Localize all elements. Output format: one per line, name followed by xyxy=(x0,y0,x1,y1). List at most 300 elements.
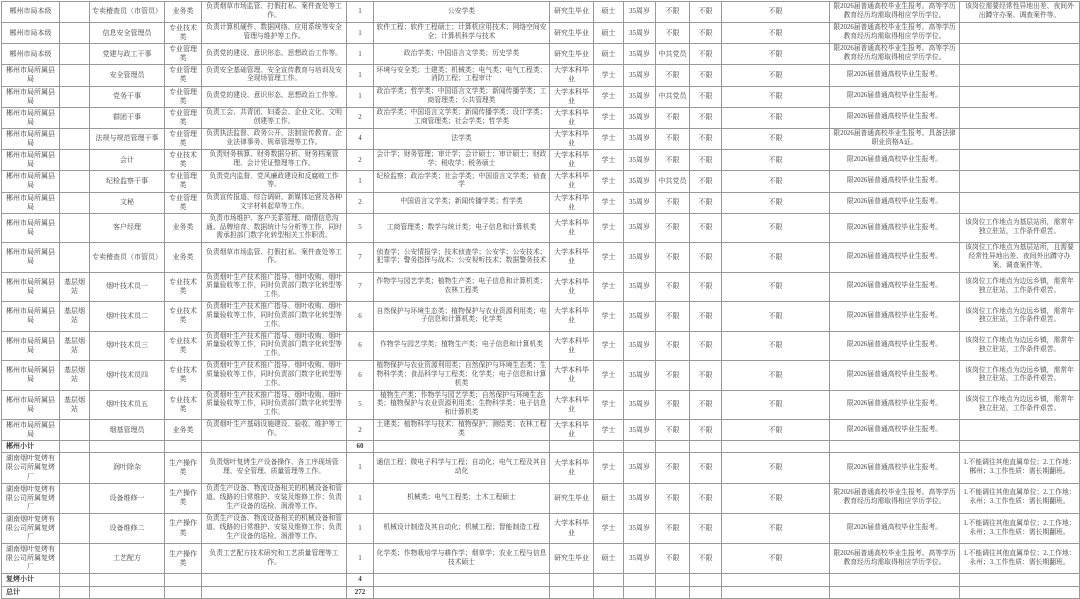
cell-note: 限2026届普通高校毕业生报考。具备法律职业资格A证。 xyxy=(830,128,960,149)
cell-position: 烟叶技术员二 xyxy=(90,302,165,331)
cell-major xyxy=(374,574,550,586)
cell-count: 1 xyxy=(347,483,374,513)
cell-remark xyxy=(960,574,1080,586)
cell-education: 大学本科毕业 xyxy=(550,302,594,331)
cell-category: 专业管理类 xyxy=(165,171,202,192)
cell-age: 35周岁 xyxy=(624,361,656,390)
cell-duty: 负责财务核算、财务数据分析、财务档案管理、会计凭证整理等工作。 xyxy=(202,150,347,171)
table-subtotal-row xyxy=(2,574,1080,586)
cell-major: 土建类；植物科学与技术；植物保护；测绘类；农林工程类 xyxy=(374,420,550,441)
cell-position: 党务干事 xyxy=(90,86,165,107)
cell-political: 不限 xyxy=(656,23,690,44)
cell-education: 大学本科毕业 xyxy=(550,243,594,272)
cell-other: 不限 xyxy=(722,513,830,543)
cell-category: 专业技术类 xyxy=(165,302,202,331)
cell-duty: 负责计算机硬件、数据网络、应用系统等安全管理与维护等工作。 xyxy=(202,23,347,44)
cell-other: 不限 xyxy=(722,453,830,483)
cell-duty: 负责生产设备、物流设备相关的机械设备和管道、线路的日常维护、安装及维修工作；负责生产设备的巡检、润滑等工作。 xyxy=(202,483,347,513)
cell-note xyxy=(830,574,960,586)
cell-duty: 负责党内监督、党风廉政建设和反腐败工作等。 xyxy=(202,171,347,192)
cell-gender xyxy=(690,574,722,586)
cell-count: 4 xyxy=(347,574,374,586)
cell-count: 2 xyxy=(347,107,374,128)
cell-remark: 该岗位工作地点为基层站所，需常年独立驻站，工作条件艰苦。 xyxy=(960,213,1080,242)
cell-category: 生产操作类 xyxy=(165,544,202,574)
table-row xyxy=(2,361,1080,390)
cell-education: 大学本科毕业 xyxy=(550,192,594,213)
cell-count: 1 xyxy=(347,544,374,574)
cell-count: 4 xyxy=(347,128,374,149)
cell-position: 润叶除杂 xyxy=(90,453,165,483)
cell-remark xyxy=(960,192,1080,213)
cell-duty: 负责执法监督、政务公开、法制宣传教育、企业法律事务、规章管理等工作。 xyxy=(202,128,347,149)
cell-category: 业务类 xyxy=(165,2,202,23)
cell-count: 1 xyxy=(347,23,374,44)
cell-major: 政治学类；中国语言文学类；新闻传播学类；设计学类；工商管理类；社会学类；哲学类 xyxy=(374,107,550,128)
cell-count: 7 xyxy=(347,272,374,301)
cell-note: 限2026届普通高校毕业生报考。 xyxy=(830,86,960,107)
cell-major: 中国语言文学类；新闻传播学类；哲学类 xyxy=(374,192,550,213)
cell-political: 不限 xyxy=(656,2,690,23)
cell-position: 法规与规范管理干事 xyxy=(90,128,165,149)
cell-other: 不限 xyxy=(722,150,830,171)
cell-degree: 学士 xyxy=(594,272,624,301)
cell-other: 不限 xyxy=(722,331,830,360)
cell-remark: 该岗位工作地点为基层站所，且需要经常性异地出差、夜间外出蹲守办案、调查案件等。 xyxy=(960,243,1080,272)
cell-gender: 不限 xyxy=(690,150,722,171)
cell-category: 专业技术类 xyxy=(165,390,202,419)
cell-subunit: 基层烟站 xyxy=(60,272,90,301)
cell-age: 35周岁 xyxy=(624,331,656,360)
cell-major: 环境与安全类；土建类；机械类；电气类；电气工程类；消防工程；工程审计 xyxy=(374,65,550,86)
cell-degree: 学士 xyxy=(594,453,624,483)
cell-subunit xyxy=(60,86,90,107)
cell-major: 侦查学；公安情报学；技术侦查学；公安学；公安技术；犯罪学；警务指挥与战术；公安视听技术；数据警务技术 xyxy=(374,243,550,272)
cell-note: 限2026届普通高校毕业生报考。高等学历教育经历均需取得相应学历学位。 xyxy=(830,23,960,44)
cell-category xyxy=(165,441,202,453)
cell-position: 安全管理员 xyxy=(90,65,165,86)
cell-unit: 郴州市局所属县局 xyxy=(2,86,60,107)
cell-other: 不限 xyxy=(722,107,830,128)
cell-education: 大学本科毕业 xyxy=(550,513,594,543)
cell-degree: 硕士 xyxy=(594,483,624,513)
cell-count: 6 xyxy=(347,361,374,390)
cell-remark xyxy=(960,65,1080,86)
cell-remark xyxy=(960,23,1080,44)
cell-major: 植物保护与农业资源利用类；自然保护与环境生态类；生物科学类；食品科学与工程类；化学类；电子信息和计算机类 xyxy=(374,361,550,390)
cell-count: 1 xyxy=(347,171,374,192)
cell-education: 大学本科毕业 xyxy=(550,213,594,242)
cell-other: 不限 xyxy=(722,390,830,419)
table-row xyxy=(2,23,1080,44)
cell-degree: 学士 xyxy=(594,65,624,86)
cell-age: 35周岁 xyxy=(624,302,656,331)
cell-other: 不限 xyxy=(722,213,830,242)
cell-note: 限2026届普通高校毕业生报考。 xyxy=(830,192,960,213)
cell-category: 业务类 xyxy=(165,420,202,441)
cell-category: 业务类 xyxy=(165,213,202,242)
cell-gender: 不限 xyxy=(690,128,722,149)
cell-duty: 负责生产设备、物流设备相关的机械设备和管道、线路的日常维护、安装及维修工作；负责生产设备的巡检、润滑等工作。 xyxy=(202,513,347,543)
cell-category: 专业技术类 xyxy=(165,150,202,171)
cell-count: 1 xyxy=(347,44,374,65)
cell-gender: 不限 xyxy=(690,361,722,390)
cell-remark: 该岗位工作地点为边远乡镇，需常年独立驻站，工作条件艰苦。 xyxy=(960,390,1080,419)
cell-subunit xyxy=(60,23,90,44)
cell-note: 限2026届普通高校毕业生报考。 xyxy=(830,243,960,272)
cell-duty: 负责工会、共青团、妇委会、企业文化、文明创建等工作。 xyxy=(202,107,347,128)
cell-category: 专业管理类 xyxy=(165,128,202,149)
table-row xyxy=(2,128,1080,149)
table-row xyxy=(2,171,1080,192)
cell-subunit xyxy=(60,192,90,213)
cell-gender: 不限 xyxy=(690,513,722,543)
cell-degree: 学士 xyxy=(594,243,624,272)
cell-education: 大学本科毕业 xyxy=(550,107,594,128)
cell-duty: 负责工艺配方技术研究和工艺质量管理等工作。 xyxy=(202,544,347,574)
cell-category: 专业技术类 xyxy=(165,23,202,44)
cell-duty: 负责烟草市场监管、打假打私、案件查处等工作。 xyxy=(202,2,347,23)
cell-remark: 1.不能调往其他直属单位；2.工作地：永州；3.工作性质：需长期翻班。 xyxy=(960,483,1080,513)
cell-age: 35周岁 xyxy=(624,44,656,65)
cell-duty: 负责烟叶复烤生产设备操作、各工序现场管理、安全管理、质量管理等工作。 xyxy=(202,453,347,483)
cell-age: 35周岁 xyxy=(624,128,656,149)
cell-other: 不限 xyxy=(722,65,830,86)
cell-degree: 学士 xyxy=(594,361,624,390)
cell-age xyxy=(624,574,656,586)
cell-education: 大学本科毕业 xyxy=(550,150,594,171)
cell-age: 35周岁 xyxy=(624,420,656,441)
cell-duty: 负责宣传报道、综合调研、新媒体运营及各种文字材料起草等工作。 xyxy=(202,192,347,213)
cell-political: 不限 xyxy=(656,107,690,128)
cell-subunit xyxy=(60,544,90,574)
cell-education: 大学本科毕业 xyxy=(550,86,594,107)
cell-major: 作物学与园艺学类；植物生产类；电子信息和计算机类；农林工程类 xyxy=(374,272,550,301)
cell-age: 35周岁 xyxy=(624,544,656,574)
table-row xyxy=(2,272,1080,301)
cell-age: 35周岁 xyxy=(624,86,656,107)
cell-subunit xyxy=(60,65,90,86)
cell-political: 不限 xyxy=(656,65,690,86)
cell-unit: 郴州市局所属县局 xyxy=(2,213,60,242)
cell-note: 限2026届普通高校毕业生报考。高等学历教育经历均需取得相应学历学位。 xyxy=(830,544,960,574)
cell-unit: 郴州市局所属县局 xyxy=(2,390,60,419)
cell-political xyxy=(656,441,690,453)
cell-political: 不限 xyxy=(656,150,690,171)
cell-education: 研究生毕业 xyxy=(550,483,594,513)
table-row xyxy=(2,65,1080,86)
cell-position: 客户经理 xyxy=(90,213,165,242)
cell-gender: 不限 xyxy=(690,302,722,331)
cell-degree: 学士 xyxy=(594,302,624,331)
cell-political: 中共党员 xyxy=(656,44,690,65)
cell-position: 党建与政工干事 xyxy=(90,44,165,65)
cell-subunit xyxy=(60,171,90,192)
cell-note: 限2026届普通高校毕业生报考。高等学历教育经历均需取得相应学历学位。 xyxy=(830,483,960,513)
cell-category: 专业技术类 xyxy=(165,331,202,360)
table-row xyxy=(2,2,1080,23)
cell-count: 60 xyxy=(347,441,374,453)
cell-age xyxy=(624,586,656,598)
cell-count: 2 xyxy=(347,150,374,171)
cell-age: 35周岁 xyxy=(624,272,656,301)
cell-other xyxy=(722,574,830,586)
cell-note: 限2026届普通高校毕业生报考。 xyxy=(830,65,960,86)
table-row xyxy=(2,150,1080,171)
cell-degree xyxy=(594,574,624,586)
cell-category: 专业管理类 xyxy=(165,44,202,65)
cell-age: 35周岁 xyxy=(624,390,656,419)
cell-note: 限2026届普通高校毕业生报考。 xyxy=(830,361,960,390)
cell-category: 生产操作类 xyxy=(165,483,202,513)
cell-duty: 负责烟叶生产技术推广指导、烟叶收购、烟叶质量验收等工作，同时负责部门数字化转型等工作。 xyxy=(202,331,347,360)
cell-category: 专业技术类 xyxy=(165,361,202,390)
cell-note: 限2026届普通高校毕业生报考。 xyxy=(830,331,960,360)
cell-education: 大学本科毕业 xyxy=(550,128,594,149)
cell-major: 纪检监察；政治学类；社会学类；中国语言文学类；侦查学 xyxy=(374,171,550,192)
cell-political: 不限 xyxy=(656,390,690,419)
cell-major xyxy=(374,441,550,453)
cell-unit: 郴州市局所属县局 xyxy=(2,192,60,213)
cell-subunit xyxy=(60,574,90,586)
cell-major: 作物学与园艺学类；植物生产类；电子信息和计算机类 xyxy=(374,331,550,360)
cell-age: 35周岁 xyxy=(624,213,656,242)
cell-major: 植物生产类；作物学与园艺学类；自然保护与环境生态类；植物保护与农业资源利用类；生物科学类；电子信息和计算机类 xyxy=(374,390,550,419)
cell-degree: 硕士 xyxy=(594,544,624,574)
cell-subunit xyxy=(60,128,90,149)
cell-position: 会计 xyxy=(90,150,165,171)
cell-degree: 学士 xyxy=(594,128,624,149)
cell-unit: 郴州小计 xyxy=(2,441,60,453)
cell-remark xyxy=(960,128,1080,149)
cell-other: 不限 xyxy=(722,361,830,390)
recruitment-positions-table xyxy=(1,1,1080,599)
cell-position: 设备维修二 xyxy=(90,513,165,543)
cell-subunit: 基层烟站 xyxy=(60,390,90,419)
cell-education: 大学本科毕业 xyxy=(550,390,594,419)
table-subtotal-row xyxy=(2,586,1080,598)
cell-major: 政治学类；哲学类；中国语言文学类；新闻传播学类；工商管理类；公共管理类 xyxy=(374,86,550,107)
cell-count: 2 xyxy=(347,192,374,213)
cell-remark: 该岗位工作地点为边远乡镇，需常年独立驻站，工作条件艰苦。 xyxy=(960,272,1080,301)
cell-subunit xyxy=(60,150,90,171)
cell-gender: 不限 xyxy=(690,44,722,65)
table-row xyxy=(2,483,1080,513)
cell-major: 机械类；电气工程类；土木工程硕士 xyxy=(374,483,550,513)
cell-education: 研究生毕业 xyxy=(550,544,594,574)
cell-count: 5 xyxy=(347,390,374,419)
cell-education: 大学本科毕业 xyxy=(550,65,594,86)
cell-position: 文秘 xyxy=(90,192,165,213)
cell-political: 不限 xyxy=(656,331,690,360)
cell-position: 烟叶技术员一 xyxy=(90,272,165,301)
cell-duty: 负责烟叶生产技术推广指导、烟叶收购、烟叶质量验收等工作，同时负责部门数字化转型等工作。 xyxy=(202,302,347,331)
cell-gender: 不限 xyxy=(690,483,722,513)
cell-duty: 负责烟叶生产技术推广指导、烟叶收购、烟叶质量验收等工作，同时负责部门数字化转型等工作。 xyxy=(202,361,347,390)
cell-subunit xyxy=(60,586,90,598)
cell-political: 不限 xyxy=(656,302,690,331)
cell-other: 不限 xyxy=(722,302,830,331)
cell-unit: 湖南烟叶复烤有限公司所属复烤厂 xyxy=(2,544,60,574)
cell-age xyxy=(624,441,656,453)
cell-note: 限2026届普通高校毕业生报考。 xyxy=(830,213,960,242)
cell-count: 7 xyxy=(347,243,374,272)
cell-remark: 1.不能调往其他直属单位；2.工作地：永州；3.工作性质：需长期翻班。 xyxy=(960,513,1080,543)
cell-note: 限2026届普通高校毕业生报考。 xyxy=(830,420,960,441)
cell-major: 机械设计制造及其自动化；机械工程；智能制造工程 xyxy=(374,513,550,543)
cell-degree: 学士 xyxy=(594,331,624,360)
cell-political: 不限 xyxy=(656,513,690,543)
cell-education: 大学本科毕业 xyxy=(550,272,594,301)
table-row xyxy=(2,86,1080,107)
cell-remark: 该岗位工作地点为边远乡镇，需常年独立驻站，工作条件艰苦。 xyxy=(960,331,1080,360)
cell-unit: 郴州市局所属县局 xyxy=(2,150,60,171)
cell-major: 会计学；财务管理；审计学；会计硕士；审计硕士；财政学；税收学；税务硕士 xyxy=(374,150,550,171)
cell-position xyxy=(90,586,165,598)
cell-other: 不限 xyxy=(722,192,830,213)
cell-unit: 郴州市局所属县局 xyxy=(2,65,60,86)
cell-remark xyxy=(960,420,1080,441)
cell-degree: 学士 xyxy=(594,86,624,107)
cell-education: 研究生毕业 xyxy=(550,44,594,65)
cell-age: 35周岁 xyxy=(624,513,656,543)
cell-age: 35周岁 xyxy=(624,23,656,44)
cell-major xyxy=(374,586,550,598)
cell-remark xyxy=(960,441,1080,453)
cell-gender: 不限 xyxy=(690,86,722,107)
cell-category xyxy=(165,586,202,598)
cell-degree: 学士 xyxy=(594,192,624,213)
cell-unit: 湖南烟叶复烤有限公司所属复烤厂 xyxy=(2,483,60,513)
cell-other: 不限 xyxy=(722,243,830,272)
cell-degree: 学士 xyxy=(594,150,624,171)
cell-major: 公安学类 xyxy=(374,2,550,23)
cell-gender: 不限 xyxy=(690,65,722,86)
cell-subunit xyxy=(60,243,90,272)
table-body xyxy=(2,2,1080,599)
cell-duty: 负责烟叶生产技术推广指导、烟叶收购、烟叶质量验收等工作，同时负责部门数字化转型等工作。 xyxy=(202,272,347,301)
cell-unit: 郴州市局所属县局 xyxy=(2,420,60,441)
cell-age: 35周岁 xyxy=(624,150,656,171)
cell-count: 2 xyxy=(347,420,374,441)
table-row xyxy=(2,192,1080,213)
cell-education xyxy=(550,574,594,586)
cell-count: 1 xyxy=(347,86,374,107)
cell-note: 限2026届普通高校毕业生报考。 xyxy=(830,453,960,483)
cell-unit: 郴州市局本级 xyxy=(2,23,60,44)
cell-gender xyxy=(690,586,722,598)
cell-remark: 1.不能调往其他直属单位；2.工作地：郴州；3.工作性质：需长期翻班。 xyxy=(960,453,1080,483)
cell-subunit xyxy=(60,420,90,441)
cell-remark xyxy=(960,44,1080,65)
cell-position: 烟叶技术员三 xyxy=(90,331,165,360)
cell-count: 1 xyxy=(347,453,374,483)
cell-position: 专卖稽查员（市管员） xyxy=(90,243,165,272)
cell-subunit xyxy=(60,213,90,242)
table-row xyxy=(2,331,1080,360)
cell-degree xyxy=(594,441,624,453)
cell-note: 限2026届普通高校毕业生报考。高等学历教育经历均需取得相应学历学位。 xyxy=(830,44,960,65)
cell-political: 不限 xyxy=(656,192,690,213)
cell-note: 限2026届普通高校毕业生报考。 xyxy=(830,272,960,301)
cell-subunit xyxy=(60,441,90,453)
cell-unit: 郴州市局所属县局 xyxy=(2,171,60,192)
cell-education xyxy=(550,441,594,453)
cell-other: 不限 xyxy=(722,483,830,513)
cell-degree: 硕士 xyxy=(594,23,624,44)
cell-note: 限2026届普通高校毕业生报考。 xyxy=(830,513,960,543)
table-row xyxy=(2,107,1080,128)
cell-political: 中共党员 xyxy=(656,171,690,192)
cell-remark xyxy=(960,171,1080,192)
cell-gender: 不限 xyxy=(690,23,722,44)
cell-note: 限2026届普通高校毕业生报考。 xyxy=(830,171,960,192)
cell-unit: 总计 xyxy=(2,586,60,598)
cell-major: 软件工程；软件工程硕士；计算机应用技术；网络空间安全；计算机科学与技术 xyxy=(374,23,550,44)
cell-age: 35周岁 xyxy=(624,107,656,128)
cell-subunit xyxy=(60,453,90,483)
cell-age: 35周岁 xyxy=(624,192,656,213)
cell-note: 限2026届普通高校毕业生报考。 xyxy=(830,302,960,331)
cell-education: 大学本科毕业 xyxy=(550,453,594,483)
cell-category xyxy=(165,574,202,586)
cell-category: 专业管理类 xyxy=(165,107,202,128)
cell-education: 大学本科毕业 xyxy=(550,171,594,192)
cell-count: 5 xyxy=(347,213,374,242)
cell-education: 大学本科毕业 xyxy=(550,361,594,390)
cell-note xyxy=(830,586,960,598)
cell-unit: 湖南烟叶复烤有限公司所属复烤厂 xyxy=(2,513,60,543)
cell-position: 烟叶技术员四 xyxy=(90,361,165,390)
cell-gender: 不限 xyxy=(690,390,722,419)
cell-duty xyxy=(202,586,347,598)
cell-age: 35周岁 xyxy=(624,483,656,513)
cell-category: 专业技术类 xyxy=(165,272,202,301)
cell-gender: 不限 xyxy=(690,453,722,483)
table-row xyxy=(2,453,1080,483)
cell-unit: 郴州市局所属县局 xyxy=(2,302,60,331)
cell-unit: 郴州市局本级 xyxy=(2,44,60,65)
cell-unit: 郴州市局本级 xyxy=(2,2,60,23)
cell-remark: 1.不能调往其他直属单位；2.工作地：永州；3.工作性质：需长期翻班。 xyxy=(960,544,1080,574)
cell-major: 工商管理类；数学与统计类；电子信息和计算机类 xyxy=(374,213,550,242)
cell-duty: 负责党的建设、意识形态、思想政治工作等。 xyxy=(202,86,347,107)
cell-political: 不限 xyxy=(656,361,690,390)
cell-political: 不限 xyxy=(656,213,690,242)
cell-major: 法学类 xyxy=(374,128,550,149)
cell-age: 35周岁 xyxy=(624,453,656,483)
cell-position: 群团干事 xyxy=(90,107,165,128)
cell-gender xyxy=(690,441,722,453)
table-row xyxy=(2,544,1080,574)
cell-political: 不限 xyxy=(656,243,690,272)
cell-other xyxy=(722,586,830,598)
cell-category: 专业管理类 xyxy=(165,192,202,213)
cell-degree xyxy=(594,586,624,598)
cell-political: 不限 xyxy=(656,483,690,513)
cell-remark xyxy=(960,150,1080,171)
cell-other: 不限 xyxy=(722,544,830,574)
table-row xyxy=(2,44,1080,65)
cell-other: 不限 xyxy=(722,171,830,192)
cell-education xyxy=(550,586,594,598)
cell-gender: 不限 xyxy=(690,243,722,272)
cell-major: 通信工程；微电子科学与工程；自动化；电气工程及其自动化 xyxy=(374,453,550,483)
cell-subunit: 基层烟站 xyxy=(60,331,90,360)
cell-count: 6 xyxy=(347,331,374,360)
cell-degree: 学士 xyxy=(594,213,624,242)
cell-note: 限2026届普通高校毕业生报考。高等学历教育经历均需取得相应学历学位。 xyxy=(830,2,960,23)
